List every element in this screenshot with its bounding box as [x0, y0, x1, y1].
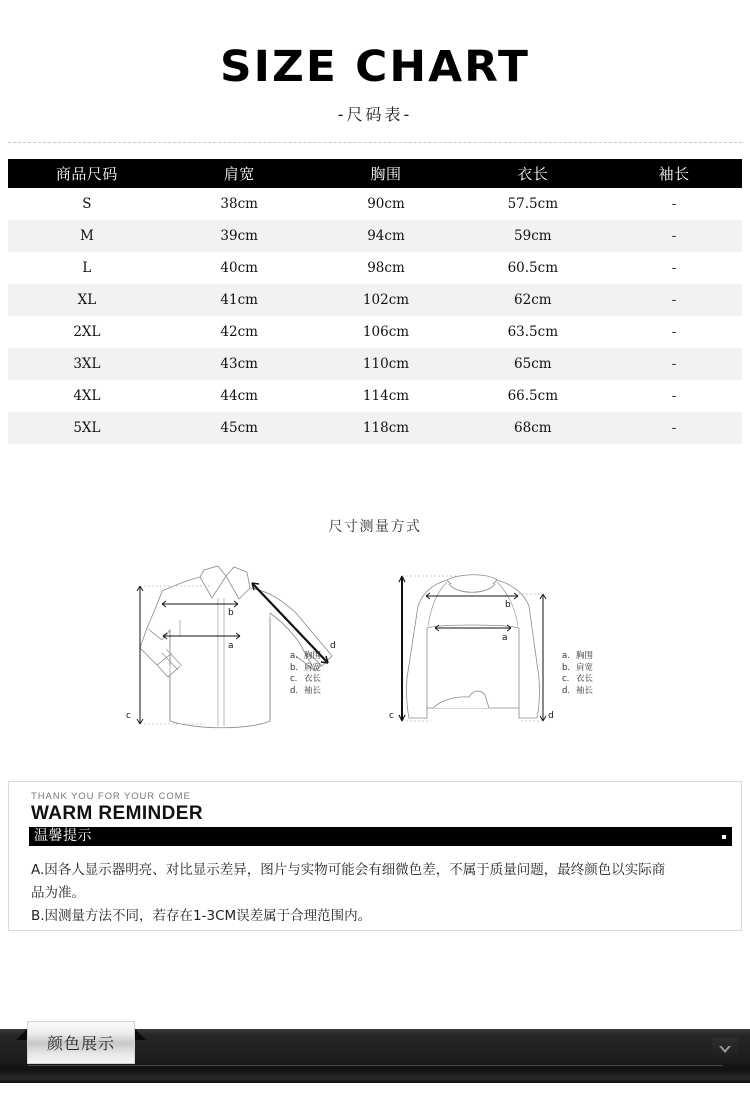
table-body — [8, 188, 742, 444]
cell-sleeve: - — [671, 388, 677, 404]
mark-a: a — [502, 633, 508, 643]
cell-size: 5XL — [8, 412, 166, 444]
mark-b: b — [228, 608, 234, 618]
column-header-sleeve: 袖长 — [606, 159, 742, 188]
ribbon-fold-right — [135, 1029, 146, 1040]
cell-shoulder: 38cm — [220, 196, 258, 212]
cell-length: 57.5cm — [507, 196, 558, 212]
legend-label-sleeve: 袖长 — [304, 685, 322, 696]
table-row — [8, 348, 742, 380]
legend-label-bust: 胸围 — [304, 651, 322, 661]
cell-length: 60.5cm — [507, 260, 558, 276]
legend-key: a. — [290, 651, 298, 661]
diagram-row — [0, 558, 750, 738]
table-row — [8, 252, 742, 284]
page-header — [0, 0, 750, 125]
color-display-label: 颜色展示 — [46, 1034, 115, 1053]
cell-length: 62cm — [459, 284, 606, 316]
mark-d: d — [330, 641, 336, 651]
cell-bust: 110cm — [313, 348, 460, 380]
legend-key: d. — [562, 685, 571, 696]
page-title: SIZE CHART — [220, 42, 530, 92]
column-header-bust: 胸围 — [313, 159, 460, 188]
bar-dot-marker — [722, 835, 726, 839]
mark-c: c — [389, 711, 394, 721]
page-subtitle: -尺码表- — [337, 105, 413, 124]
table-row — [8, 412, 742, 444]
cell-bust: 118cm — [313, 412, 460, 444]
cell-sleeve: - — [606, 412, 742, 444]
cell-bust: 106cm — [362, 324, 410, 340]
table-row — [8, 316, 742, 348]
cell-length: 68cm — [459, 412, 606, 444]
legend-key: c. — [290, 674, 298, 684]
cell-shoulder: 44cm — [220, 388, 258, 404]
mark-a: a — [228, 641, 234, 651]
size-chart-table — [8, 159, 742, 444]
mark-d: d — [548, 711, 554, 721]
mark-b: b — [505, 600, 511, 610]
cell-sleeve: - — [606, 220, 742, 252]
reminder-line-b: B.因测量方法不同，若存在1-3CM误差属于合理范围内。 — [31, 908, 372, 924]
legend-label-sleeve: 袖长 — [576, 685, 594, 696]
diagram-legend — [290, 651, 321, 697]
cell-size: 3XL — [8, 348, 166, 380]
cell-shoulder: 41cm — [166, 284, 313, 316]
cell-bust: 102cm — [313, 284, 460, 316]
legend-label-length: 衣长 — [576, 674, 594, 684]
cell-size: L — [82, 260, 92, 276]
cell-size: XL — [8, 284, 166, 316]
legend-key: c. — [562, 674, 570, 684]
cell-length: 66.5cm — [507, 388, 558, 404]
banner-hairline — [28, 1065, 722, 1066]
column-header-shoulder: 肩宽 — [166, 159, 313, 188]
table-row — [8, 188, 742, 220]
chevron-down-icon[interactable] — [712, 1038, 738, 1062]
cell-sleeve: - — [606, 348, 742, 380]
legend-label-bust: 胸围 — [576, 651, 594, 661]
cell-shoulder: 43cm — [166, 348, 313, 380]
cell-shoulder: 40cm — [220, 260, 258, 276]
diagram-legend — [562, 651, 593, 697]
legend-label-shoulder: 肩宽 — [576, 662, 594, 673]
measurement-title: 尺寸测量方式 — [328, 519, 422, 535]
column-header-length: 衣长 — [459, 159, 606, 188]
cell-bust: 98cm — [367, 260, 405, 276]
warm-reminder-title-en: WARM REMINDER — [31, 803, 203, 824]
cell-length: 59cm — [459, 220, 606, 252]
reminder-line-a: A.因各人显示器明亮、对比显示差异，图片与实物可能会有细微色差，不属于质量问题，最终颜色以实际商品为准。 — [31, 862, 666, 901]
divider — [8, 142, 742, 143]
cell-length: 65cm — [459, 348, 606, 380]
cell-bust: 114cm — [362, 388, 410, 404]
cell-shoulder: 45cm — [166, 412, 313, 444]
legend-key: d. — [290, 685, 299, 696]
size-chart-table-wrap — [8, 159, 742, 444]
warm-reminder-box — [8, 781, 742, 931]
cell-length: 63.5cm — [507, 324, 558, 340]
legend-label-length: 衣长 — [304, 674, 322, 684]
legend-key: b. — [562, 662, 571, 673]
cell-sleeve: - — [671, 196, 677, 212]
legend-key: a. — [562, 651, 570, 661]
cell-sleeve: - — [671, 260, 677, 276]
cell-bust: 94cm — [313, 220, 460, 252]
cell-size: M — [8, 220, 166, 252]
legend-key: b. — [290, 662, 299, 673]
cell-bust: 90cm — [367, 196, 405, 212]
ribbon-fold-left — [16, 1029, 27, 1040]
warm-reminder-title-cn: 温馨提示 — [34, 828, 92, 844]
cell-shoulder: 39cm — [166, 220, 313, 252]
cell-size: S — [82, 196, 92, 212]
measurement-section — [0, 516, 750, 738]
cell-shoulder: 42cm — [220, 324, 258, 340]
cell-sleeve: - — [671, 324, 677, 340]
column-header-size: 商品尺码 — [8, 159, 166, 188]
mark-c: c — [126, 711, 131, 721]
table-row — [8, 284, 742, 316]
cell-size: 2XL — [73, 324, 101, 340]
legend-label-shoulder: 肩宽 — [304, 662, 322, 673]
color-display-tab[interactable] — [27, 1021, 135, 1064]
cell-sleeve: - — [606, 284, 742, 316]
cell-size: 4XL — [73, 388, 101, 404]
thank-you-text: THANK YOU FOR YOUR COME — [31, 791, 191, 802]
table-row — [8, 380, 742, 412]
table-header-row — [8, 159, 742, 188]
sweater-diagram — [385, 558, 575, 743]
table-row — [8, 220, 742, 252]
warm-reminder-title-bar — [29, 827, 732, 846]
